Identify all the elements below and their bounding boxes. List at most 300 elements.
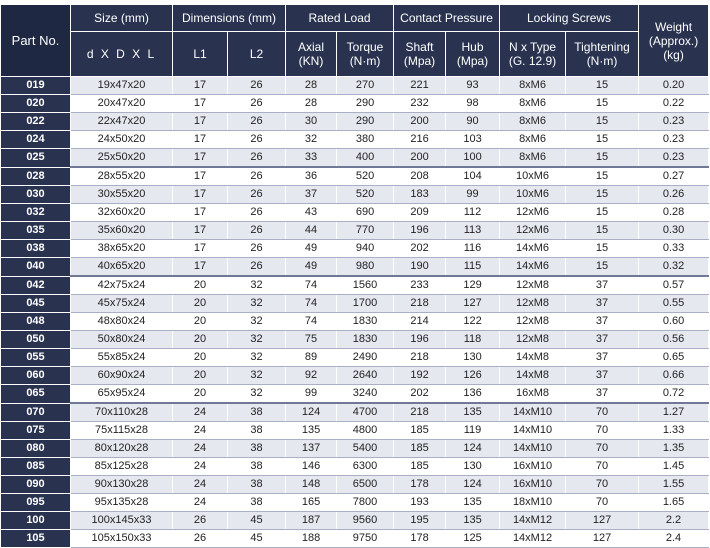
cell-tightening: 37: [566, 367, 639, 385]
header-axial: Axial (KN): [286, 32, 337, 77]
cell-torque: 400: [337, 149, 394, 168]
cell-shaft: 190: [394, 258, 446, 277]
table-row: [1, 149, 709, 168]
cell-l1: 24: [173, 458, 228, 476]
cell-axial: 28: [286, 95, 337, 113]
cell-l1: 17: [173, 113, 228, 131]
table-row: [1, 385, 709, 404]
cell-screws: 8xM6: [500, 95, 566, 113]
cell-hub: 115: [446, 258, 500, 277]
spec-table-container: [0, 4, 708, 548]
cell-torque: 6500: [337, 476, 394, 494]
table-row: [1, 458, 709, 476]
cell-l1: 17: [173, 222, 228, 240]
cell-shaft: 233: [394, 276, 446, 295]
cell-part-no: 035: [1, 222, 71, 240]
table-row: [1, 240, 709, 258]
cell-hub: 116: [446, 240, 500, 258]
cell-part-no: 080: [1, 440, 71, 458]
cell-tightening: 15: [566, 222, 639, 240]
cell-screws: 18xM10: [500, 494, 566, 512]
cell-size: 50x80x24: [71, 331, 173, 349]
cell-hub: 124: [446, 476, 500, 494]
header-tightening: Tightening (N·m): [566, 32, 639, 77]
cell-weight: 1.27: [639, 403, 709, 422]
cell-screws: 14xM10: [500, 403, 566, 422]
cell-axial: 89: [286, 349, 337, 367]
cell-torque: 1700: [337, 295, 394, 313]
cell-l1: 20: [173, 349, 228, 367]
cell-l1: 17: [173, 258, 228, 277]
cell-weight: 0.32: [639, 258, 709, 277]
cell-size: 28x55x20: [71, 167, 173, 186]
cell-shaft: 193: [394, 494, 446, 512]
cell-l2: 26: [228, 222, 286, 240]
cell-weight: 0.28: [639, 204, 709, 222]
cell-screws: 14xM10: [500, 440, 566, 458]
cell-part-no: 042: [1, 276, 71, 295]
cell-weight: 0.23: [639, 131, 709, 149]
cell-size: 22x47x20: [71, 113, 173, 131]
cell-l1: 17: [173, 149, 228, 168]
cell-shaft: 185: [394, 422, 446, 440]
cell-axial: 137: [286, 440, 337, 458]
cell-l2: 45: [228, 512, 286, 530]
cell-part-no: 050: [1, 331, 71, 349]
cell-torque: 270: [337, 77, 394, 95]
cell-axial: 165: [286, 494, 337, 512]
cell-shaft: 208: [394, 167, 446, 186]
cell-hub: 99: [446, 186, 500, 204]
cell-l2: 26: [228, 240, 286, 258]
cell-size: 40x65x20: [71, 258, 173, 277]
cell-tightening: 15: [566, 204, 639, 222]
cell-screws: 14xM10: [500, 422, 566, 440]
cell-size: 55x85x24: [71, 349, 173, 367]
cell-l2: 38: [228, 440, 286, 458]
cell-l1: 26: [173, 530, 228, 548]
header-shaft: Shaft (Mpa): [394, 32, 446, 77]
cell-part-no: 100: [1, 512, 71, 530]
cell-weight: 0.26: [639, 186, 709, 204]
cell-shaft: 196: [394, 331, 446, 349]
cell-shaft: 183: [394, 186, 446, 204]
cell-screws: 10xM6: [500, 186, 566, 204]
header-l1: L1: [173, 32, 228, 77]
cell-l1: 17: [173, 77, 228, 95]
cell-hub: 136: [446, 385, 500, 404]
cell-size: 80x120x28: [71, 440, 173, 458]
cell-weight: 0.72: [639, 385, 709, 404]
cell-size: 38x65x20: [71, 240, 173, 258]
cell-size: 90x130x28: [71, 476, 173, 494]
cell-axial: 188: [286, 530, 337, 548]
table-row: [1, 403, 709, 422]
cell-l2: 32: [228, 295, 286, 313]
cell-size: 70x110x28: [71, 403, 173, 422]
cell-tightening: 70: [566, 476, 639, 494]
cell-weight: 0.57: [639, 276, 709, 295]
cell-weight: 1.33: [639, 422, 709, 440]
header-contact-pressure: Contact Pressure: [394, 5, 500, 32]
cell-torque: 4700: [337, 403, 394, 422]
table-row: [1, 258, 709, 277]
table-row: [1, 440, 709, 458]
cell-torque: 2490: [337, 349, 394, 367]
cell-size: 60x90x24: [71, 367, 173, 385]
cell-l1: 24: [173, 440, 228, 458]
cell-screws: 14xM6: [500, 258, 566, 277]
cell-axial: 74: [286, 313, 337, 331]
cell-weight: 0.65: [639, 349, 709, 367]
cell-screws: 12xM8: [500, 295, 566, 313]
cell-torque: 6300: [337, 458, 394, 476]
cell-axial: 49: [286, 240, 337, 258]
cell-axial: 148: [286, 476, 337, 494]
cell-tightening: 70: [566, 458, 639, 476]
header-weight: Weight (Approx.) (kg): [639, 5, 709, 77]
cell-tightening: 15: [566, 95, 639, 113]
cell-part-no: 038: [1, 240, 71, 258]
cell-screws: 8xM6: [500, 149, 566, 168]
cell-shaft: 178: [394, 476, 446, 494]
cell-l2: 38: [228, 494, 286, 512]
table-row: [1, 367, 709, 385]
cell-hub: 135: [446, 494, 500, 512]
cell-screws: 8xM6: [500, 77, 566, 95]
cell-l1: 17: [173, 186, 228, 204]
cell-axial: 36: [286, 167, 337, 186]
table-row: [1, 530, 709, 548]
cell-l1: 20: [173, 313, 228, 331]
table-row: [1, 313, 709, 331]
cell-shaft: 214: [394, 313, 446, 331]
cell-l1: 17: [173, 167, 228, 186]
cell-tightening: 70: [566, 422, 639, 440]
cell-size: 100x145x33: [71, 512, 173, 530]
cell-shaft: 216: [394, 131, 446, 149]
cell-size: 42x75x24: [71, 276, 173, 295]
cell-screws: 16xM10: [500, 476, 566, 494]
header-part-no: Part No.: [1, 5, 71, 77]
cell-l1: 26: [173, 512, 228, 530]
cell-screws: 12xM6: [500, 222, 566, 240]
cell-tightening: 15: [566, 131, 639, 149]
cell-l1: 20: [173, 331, 228, 349]
cell-hub: 113: [446, 222, 500, 240]
cell-l2: 32: [228, 385, 286, 404]
cell-hub: 104: [446, 167, 500, 186]
cell-tightening: 37: [566, 295, 639, 313]
cell-axial: 43: [286, 204, 337, 222]
cell-size: 19x47x20: [71, 77, 173, 95]
cell-tightening: 127: [566, 530, 639, 548]
cell-axial: 187: [286, 512, 337, 530]
cell-screws: 12xM8: [500, 276, 566, 295]
cell-tightening: 15: [566, 258, 639, 277]
cell-hub: 135: [446, 403, 500, 422]
cell-part-no: 032: [1, 204, 71, 222]
cell-axial: 49: [286, 258, 337, 277]
cell-l2: 32: [228, 349, 286, 367]
cell-size: 25x50x20: [71, 149, 173, 168]
cell-l2: 32: [228, 276, 286, 295]
cell-hub: 129: [446, 276, 500, 295]
cell-tightening: 70: [566, 440, 639, 458]
cell-part-no: 030: [1, 186, 71, 204]
header-locking-screws: Locking Screws: [500, 5, 639, 32]
cell-torque: 9750: [337, 530, 394, 548]
cell-hub: 127: [446, 295, 500, 313]
cell-l1: 17: [173, 95, 228, 113]
cell-part-no: 105: [1, 530, 71, 548]
cell-size: 85x125x28: [71, 458, 173, 476]
cell-l1: 24: [173, 476, 228, 494]
cell-hub: 100: [446, 149, 500, 168]
cell-l1: 24: [173, 403, 228, 422]
cell-torque: 7800: [337, 494, 394, 512]
cell-screws: 14xM8: [500, 367, 566, 385]
cell-l2: 38: [228, 403, 286, 422]
cell-tightening: 37: [566, 276, 639, 295]
cell-hub: 122: [446, 313, 500, 331]
cell-axial: 32: [286, 131, 337, 149]
spec-table: [0, 4, 709, 548]
cell-weight: 0.56: [639, 331, 709, 349]
header-torque: Torque (N·m): [337, 32, 394, 77]
cell-l2: 26: [228, 149, 286, 168]
cell-torque: 520: [337, 167, 394, 186]
header-dimensions: Dimensions (mm): [173, 5, 286, 32]
cell-l1: 20: [173, 385, 228, 404]
cell-tightening: 70: [566, 403, 639, 422]
cell-axial: 44: [286, 222, 337, 240]
header-size: Size (mm): [71, 5, 173, 32]
cell-tightening: 15: [566, 240, 639, 258]
cell-shaft: 202: [394, 240, 446, 258]
cell-part-no: 090: [1, 476, 71, 494]
table-row: [1, 494, 709, 512]
cell-shaft: 218: [394, 349, 446, 367]
table-row: [1, 204, 709, 222]
cell-l2: 26: [228, 77, 286, 95]
cell-l2: 26: [228, 258, 286, 277]
cell-l1: 17: [173, 204, 228, 222]
cell-axial: 99: [286, 385, 337, 404]
cell-torque: 3240: [337, 385, 394, 404]
cell-weight: 2.4: [639, 530, 709, 548]
cell-l2: 38: [228, 422, 286, 440]
cell-screws: 14xM8: [500, 349, 566, 367]
cell-shaft: 202: [394, 385, 446, 404]
cell-screws: 14xM6: [500, 240, 566, 258]
cell-torque: 2640: [337, 367, 394, 385]
cell-l2: 26: [228, 131, 286, 149]
cell-part-no: 048: [1, 313, 71, 331]
cell-torque: 1830: [337, 331, 394, 349]
cell-axial: 75: [286, 331, 337, 349]
cell-hub: 130: [446, 349, 500, 367]
cell-hub: 93: [446, 77, 500, 95]
table-row: [1, 349, 709, 367]
cell-axial: 135: [286, 422, 337, 440]
table-row: [1, 295, 709, 313]
table-row: [1, 476, 709, 494]
table-row: [1, 422, 709, 440]
cell-part-no: 065: [1, 385, 71, 404]
cell-torque: 5400: [337, 440, 394, 458]
cell-torque: 1830: [337, 313, 394, 331]
cell-tightening: 37: [566, 385, 639, 404]
header-n-x-type: N x Type (G. 12.9): [500, 32, 566, 77]
cell-size: 30x55x20: [71, 186, 173, 204]
cell-screws: 16xM8: [500, 385, 566, 404]
cell-screws: 12xM6: [500, 204, 566, 222]
cell-shaft: 218: [394, 403, 446, 422]
cell-shaft: 232: [394, 95, 446, 113]
cell-axial: 124: [286, 403, 337, 422]
cell-torque: 770: [337, 222, 394, 240]
cell-shaft: 221: [394, 77, 446, 95]
cell-weight: 1.45: [639, 458, 709, 476]
cell-weight: 0.30: [639, 222, 709, 240]
table-body: [1, 77, 709, 548]
cell-weight: 0.60: [639, 313, 709, 331]
cell-tightening: 15: [566, 186, 639, 204]
cell-hub: 90: [446, 113, 500, 131]
cell-axial: 74: [286, 295, 337, 313]
cell-tightening: 15: [566, 77, 639, 95]
cell-l2: 26: [228, 186, 286, 204]
cell-part-no: 060: [1, 367, 71, 385]
table-row: [1, 77, 709, 95]
cell-torque: 9560: [337, 512, 394, 530]
cell-hub: 112: [446, 204, 500, 222]
cell-l2: 45: [228, 530, 286, 548]
cell-hub: 125: [446, 530, 500, 548]
header-l2: L2: [228, 32, 286, 77]
cell-hub: 126: [446, 367, 500, 385]
cell-weight: 1.55: [639, 476, 709, 494]
cell-l2: 32: [228, 367, 286, 385]
cell-weight: 0.20: [639, 77, 709, 95]
cell-screws: 14xM12: [500, 530, 566, 548]
cell-part-no: 055: [1, 349, 71, 367]
cell-size: 65x95x24: [71, 385, 173, 404]
cell-torque: 290: [337, 95, 394, 113]
cell-axial: 28: [286, 77, 337, 95]
table-row: [1, 167, 709, 186]
cell-axial: 37: [286, 186, 337, 204]
cell-l1: 20: [173, 276, 228, 295]
table-row: [1, 276, 709, 295]
cell-size: 48x80x24: [71, 313, 173, 331]
cell-torque: 940: [337, 240, 394, 258]
table-row: [1, 95, 709, 113]
cell-axial: 146: [286, 458, 337, 476]
cell-hub: 98: [446, 95, 500, 113]
cell-l2: 38: [228, 476, 286, 494]
cell-shaft: 200: [394, 149, 446, 168]
cell-part-no: 045: [1, 295, 71, 313]
cell-part-no: 020: [1, 95, 71, 113]
cell-l1: 20: [173, 295, 228, 313]
cell-part-no: 028: [1, 167, 71, 186]
cell-weight: 0.23: [639, 113, 709, 131]
cell-screws: 8xM6: [500, 113, 566, 131]
cell-part-no: 024: [1, 131, 71, 149]
cell-weight: 0.55: [639, 295, 709, 313]
cell-weight: 0.27: [639, 167, 709, 186]
cell-part-no: 025: [1, 149, 71, 168]
cell-shaft: 200: [394, 113, 446, 131]
cell-shaft: 196: [394, 222, 446, 240]
cell-screws: 8xM6: [500, 131, 566, 149]
cell-tightening: 15: [566, 113, 639, 131]
cell-hub: 135: [446, 512, 500, 530]
cell-l2: 38: [228, 458, 286, 476]
cell-tightening: 37: [566, 313, 639, 331]
table-row: [1, 186, 709, 204]
cell-axial: 30: [286, 113, 337, 131]
header-rated-load: Rated Load: [286, 5, 394, 32]
cell-l1: 20: [173, 367, 228, 385]
cell-hub: 119: [446, 422, 500, 440]
cell-screws: 12xM8: [500, 313, 566, 331]
cell-torque: 690: [337, 204, 394, 222]
cell-part-no: 095: [1, 494, 71, 512]
cell-torque: 4800: [337, 422, 394, 440]
header-hub: Hub (Mpa): [446, 32, 500, 77]
cell-hub: 124: [446, 440, 500, 458]
cell-axial: 33: [286, 149, 337, 168]
cell-size: 45x75x24: [71, 295, 173, 313]
cell-screws: 16xM10: [500, 458, 566, 476]
cell-weight: 0.66: [639, 367, 709, 385]
cell-tightening: 70: [566, 494, 639, 512]
cell-torque: 380: [337, 131, 394, 149]
cell-shaft: 218: [394, 295, 446, 313]
table-row: [1, 222, 709, 240]
cell-weight: 0.33: [639, 240, 709, 258]
table-row: [1, 131, 709, 149]
cell-size: 95x135x28: [71, 494, 173, 512]
cell-hub: 103: [446, 131, 500, 149]
cell-torque: 1560: [337, 276, 394, 295]
cell-hub: 130: [446, 458, 500, 476]
cell-part-no: 070: [1, 403, 71, 422]
cell-l1: 17: [173, 240, 228, 258]
cell-shaft: 192: [394, 367, 446, 385]
cell-shaft: 178: [394, 530, 446, 548]
table-row: [1, 331, 709, 349]
cell-axial: 74: [286, 276, 337, 295]
cell-torque: 980: [337, 258, 394, 277]
cell-shaft: 195: [394, 512, 446, 530]
cell-l2: 26: [228, 167, 286, 186]
cell-hub: 118: [446, 331, 500, 349]
cell-l1: 24: [173, 422, 228, 440]
cell-screws: 12xM8: [500, 331, 566, 349]
cell-weight: 1.65: [639, 494, 709, 512]
cell-size: 32x60x20: [71, 204, 173, 222]
cell-l2: 26: [228, 95, 286, 113]
cell-tightening: 37: [566, 349, 639, 367]
cell-size: 35x60x20: [71, 222, 173, 240]
cell-size: 75x115x28: [71, 422, 173, 440]
table-header: [1, 5, 709, 77]
cell-part-no: 019: [1, 77, 71, 95]
